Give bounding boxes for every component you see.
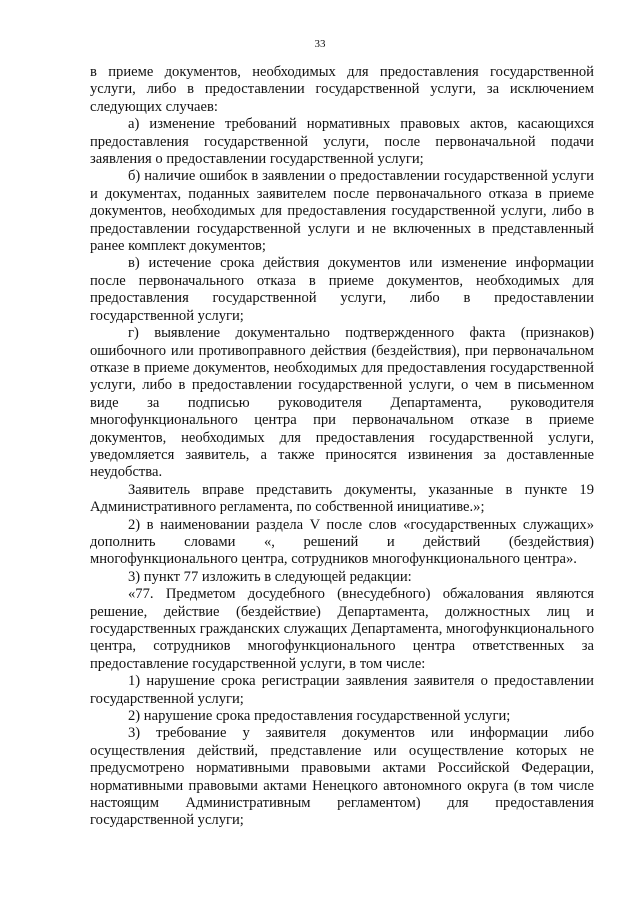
paragraph-subitem-3: 3) требование у заявителя документов или информации либо осуществления действий, представление или осуществление которых не предусмотрено нормативными правовыми актами Российской Федерации, нормативными правовыми актами Ненецкого автономного округа (в том числе настоящим Административным регламентом) для предоставления государственной услуги; — [90, 725, 594, 829]
paragraph-amendment-2: 2) в наименовании раздела V после слов «государственных служащих» дополнить словами «, решений и действий (бездействия) многофункционального центра, сотрудников многофункционального центра». — [90, 516, 594, 568]
paragraph-item-v: в) истечение срока действия документов или изменение информации после первоначального отказа в приеме документов, необходимых для предоставления государственной услуги, либо в предоставлении государственной услуги; — [90, 255, 594, 324]
paragraph-subitem-2: 2) нарушение срока предоставления государственной услуги; — [128, 708, 511, 725]
page-number: 33 — [314, 38, 326, 50]
paragraph-point-77: «77. Предметом досудебного (внесудебного) обжалования являются решение, действие (бездействие) Департамента, должностных лиц и государственных гражданских служащих Департамента, многофункционального центра, сотрудников многофункционального центра ответственных за предоставление государственной услуги, в том числе: — [90, 586, 594, 672]
paragraph-item-g: г) выявление документально подтвержденного факта (признаков) ошибочного или противоправного действия (бездействия), при первоначальном отказе в приеме документов, необходимых для предоставления государственной услуги, либо в предоставлении государственной услуги, о чем в письменном виде за подписью руководителя Департамента, руководителя многофункционального центра при первоначальном отказе в приеме документов, необходимых для предоставления государственной услуги, уведомляется заявитель, а также приносятся извинения за доставленные неудобства. — [90, 325, 594, 481]
paragraph-item-a: а) изменение требований нормативных правовых актов, касающихся предоставления государственной услуги, после первоначальной подачи заявления о предоставлении государственной услуги; — [90, 116, 594, 168]
paragraph-amendment-3: 3) пункт 77 изложить в следующей редакции: — [128, 568, 412, 585]
document-body — [90, 64, 594, 830]
paragraph-intro: в приеме документов, необходимых для предоставления государственной услуги, либо в предоставлении государственной услуги, за исключением следующих случаев: — [90, 64, 594, 115]
paragraph-item-b: б) наличие ошибок в заявлении о предоставлении государственной услуги и документах, поданных заявителем после первоначального отказа в приеме документов, необходимых для предоставления государственной услуги, либо в предоставлении государственной услуги и не включенных в представленный ранее комплект документов; — [90, 168, 594, 255]
paragraph-applicant-right: Заявитель вправе представить документы, указанные в пункте 19 Административного регламента, по собственной инициативе.»; — [90, 481, 594, 516]
paragraph-subitem-1: 1) нарушение срока регистрации заявления заявителя о предоставлении государственной услуги; — [90, 673, 594, 707]
